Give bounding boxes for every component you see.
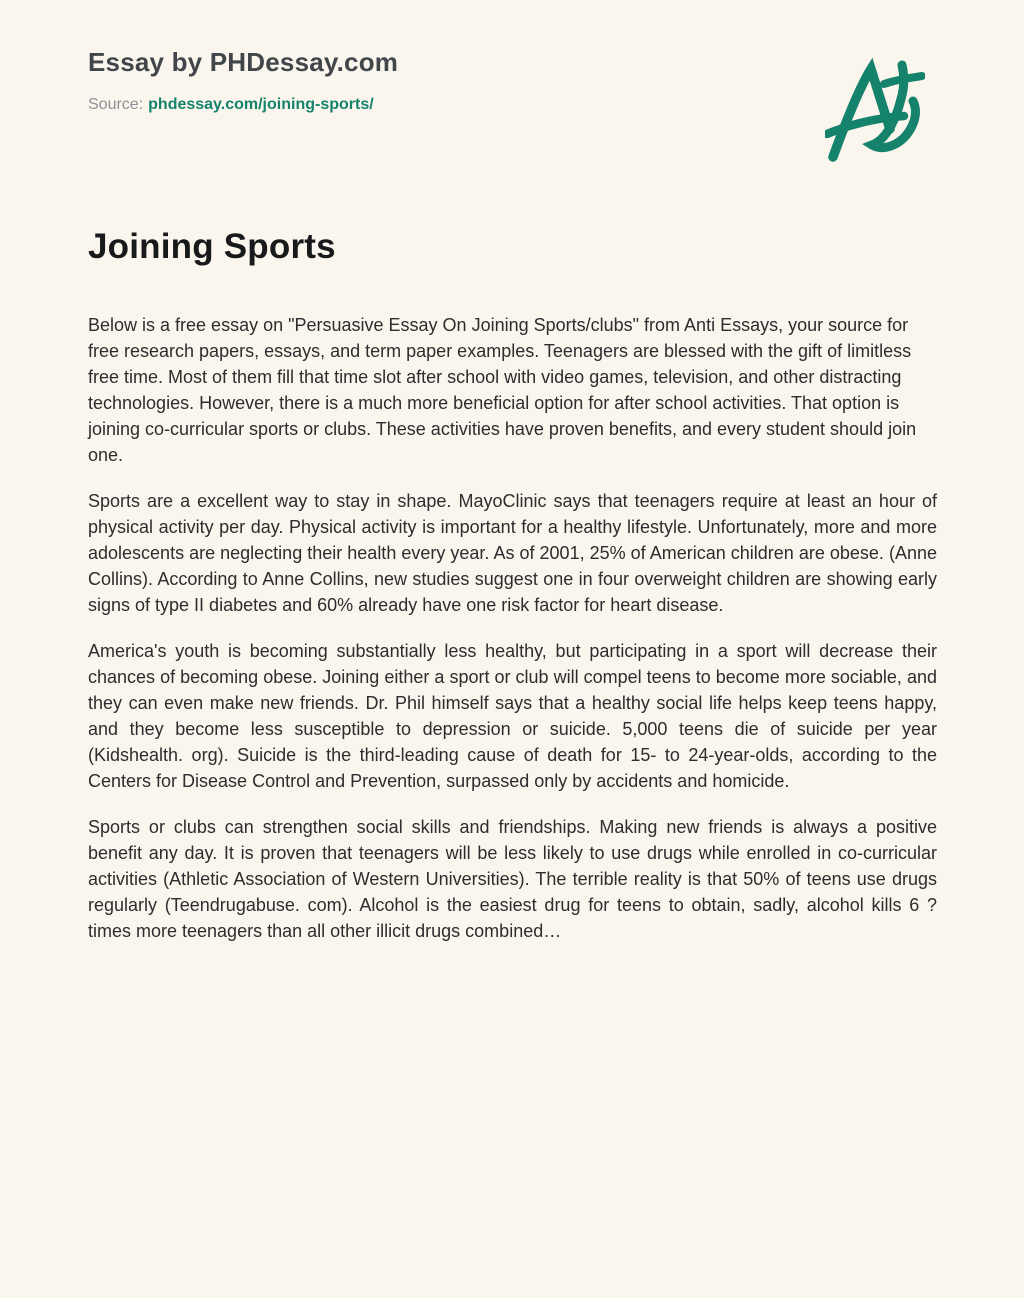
essay-paragraph: Below is a free essay on "Persuasive Essay On Joining Sports/clubs" from Anti Essays, your source for free research papers, essays, and term paper examples. Teenagers are blessed with the gift of limitless free time. Most of them fill that time slot after school with video games, television, and other distracting technologies. However, there is a much more beneficial option for after school activities. That option is joining co-curricular sports or clubs. These activities have proven benefits, and every student should join one.: [88, 315, 917, 465]
source-link[interactable]: phdessay.com/joining-sports/: [148, 96, 374, 113]
source-label: Source:: [88, 96, 144, 113]
source-line: [88, 94, 398, 116]
page-header: [88, 46, 937, 162]
header-text-block: [88, 46, 398, 116]
essay-paragraph: America's youth is becoming substantially less healthy, but participating in a sport will decrease their chances of becoming obese. Joining either a sport or club will compel teens to become more sociable, and they can even make new friends. Dr. Phil himself says that a healthy social life helps keep teens happy, and they become less susceptible to depression or suicide. 5,000 teens die of suicide per year (Kidshealth. org). Suicide is the third-leading cause of death for 15- to 24-year-olds, according to the Centers for Disease Control and Prevention, surpassed only by accidents and homicide.: [88, 641, 937, 791]
a-plus-logo-icon: [825, 56, 925, 162]
essay-paragraph: Sports are a excellent way to stay in shape. MayoClinic says that teenagers require at least an hour of physical activity per day. Physical activity is important for a healthy lifestyle. Unfortunately, more and more adolescents are neglecting their health every year. As of 2001, 25% of American children are obese. (Anne Collins). According to Anne Collins, new studies suggest one in four overweight children are showing early signs of type II diabetes and 60% already have one risk factor for heart disease.: [88, 491, 937, 615]
essay-paragraph: Sports or clubs can strengthen social skills and friendships. Making new friends is always a positive benefit any day. It is proven that teenagers will be less likely to use drugs while enrolled in co-curricular activities (Athletic Association of Western Universities). The terrible reality is that 50% of teens use drugs regularly (Teendrugabuse. com). Alcohol is the easiest drug for teens to obtain, sadly, alcohol kills 6 ? times more teenagers than all other illicit drugs combined…: [88, 817, 937, 941]
site-title: Essay by PHDessay.com: [88, 47, 399, 77]
page-title: Joining Sports: [88, 227, 336, 266]
